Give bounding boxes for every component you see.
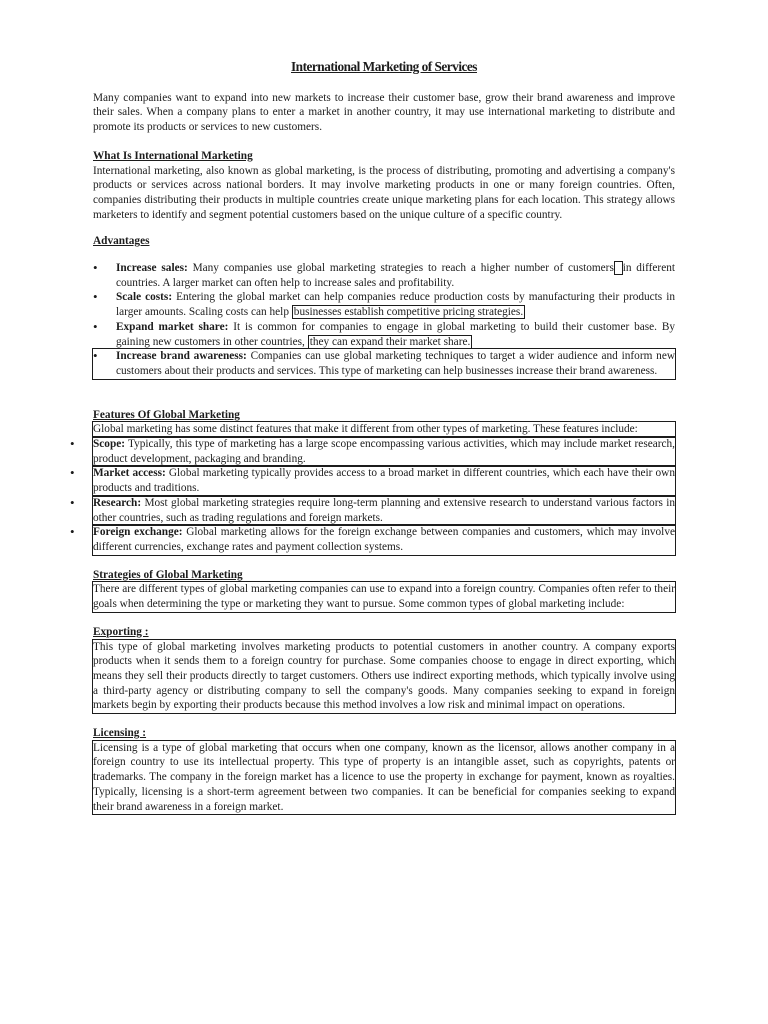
advantages-list: [93, 261, 675, 379]
list-item: [93, 290, 675, 319]
list-item: [93, 261, 675, 290]
list-item: [93, 437, 675, 466]
licensing-paragraph: Licensing is a type of global marketing that occurs when one company, known as the licensor, allows another company in a foreign country to use its intellectual property. This type of property is an intangible asset, such as copyrights, patents or trademarks. The company in the foreign market has a licence to use the property in exchange for payment, known as royalties. Typically, licensing is a short-term agreement between two companies. It can be beneficial for companies seeking to expand their brand awareness in a foreign market.: [93, 741, 675, 813]
boxed-gap: [614, 261, 623, 275]
boxed-phrase: businesses establish competitive pricing strategies.: [293, 306, 524, 319]
item-text: It is common for companies to engage in global marketing to build their customer base. By gaining new customers in other countries,: [116, 320, 675, 348]
intro-paragraph: Many companies want to expand into new markets to increase their customer base, grow their brand awareness and improve their sales. When a company plans to enter a market in another country, it may use international marketing to distribute and promote its products or services to new customers.: [93, 91, 675, 134]
list-item: [93, 466, 675, 495]
strategies-heading: Strategies of Global Marketing: [93, 568, 243, 581]
strategies-paragraph: There are different types of global marketing companies can use to expand into a foreign country. Companies often refer to their goals when determining the type or marketing they want to pursue. Some common types of global marketing include:: [93, 583, 675, 611]
item-label: Increase brand awareness:: [116, 350, 247, 363]
item-text-tail: in different countries. A larger market can often help to increase sales and profitability.: [116, 262, 675, 289]
exporting-paragraph: This type of global marketing involves marketing products to potential customers in another country. A company exports products when it sends them to a foreign country for purchase. Some companies choose to engage in direct exporting, which means they sell their products directly to target customers. Others use indirect exporting methods, which typically involve using a third-party agency or distributing company to sell the company's goods. Many companies seeking to expand in foreign markets begin by exporting their products because this method involves a low risk and minimal impact on operations.: [93, 640, 675, 712]
item-label: Market access:: [93, 467, 166, 480]
document-title: International Marketing of Services: [291, 59, 477, 74]
item-text: Entering the global market can help companies reduce production costs by manufacturing their products in larger amounts. Scaling costs can help: [116, 291, 675, 319]
item-text: Typically, this type of marketing has a large scope encompassing various activities, which may include market research, product development, packaging and branding.: [93, 438, 675, 465]
item-label: Increase sales:: [116, 262, 188, 275]
item-text: Companies can use global marketing techniques to target a wider audience and inform new customers about their products and services. This type of marketing can help businesses increase their brand awareness.: [116, 350, 675, 377]
features-list: [93, 437, 675, 555]
what-is-paragraph: International marketing, also known as global marketing, is the process of distributing, promoting and advertising a company's products or services across national borders. It may involve marketing products in one or many foreign countries. Often, companies distributing their products in multiple countries create unique marketing plans for each location. This strategy allows marketers to identify and segment potential customers based on the unique culture of a specific country.: [93, 164, 675, 221]
features-heading: Features Of Global Marketing: [93, 408, 240, 421]
boxed-phrase: they can expand their market share.: [309, 335, 471, 348]
item-label: Scale costs:: [116, 291, 173, 304]
advantages-heading: Advantages: [93, 235, 150, 248]
list-item: [93, 525, 675, 554]
item-text: Global marketing typically provides access to a broad market in different countries, which each have their own products and traditions.: [93, 467, 675, 495]
item-text: Global marketing allows for the foreign exchange between companies and customers, which may involve different currencies, exchange rates and payment collection systems.: [93, 526, 675, 553]
list-item: [93, 496, 675, 525]
what-is-heading: What Is International Marketing: [93, 149, 253, 162]
features-intro: Global marketing has some distinct features that make it different from other types of marketing. These features include:: [93, 422, 675, 437]
document-page: [93, 60, 675, 814]
exporting-heading: Exporting :: [93, 625, 149, 638]
list-item: [93, 320, 675, 349]
item-label: Research:: [93, 496, 142, 509]
item-label: Scope:: [93, 438, 126, 451]
item-text: Most global marketing strategies require long-term planning and extensive research to understand various factors in other countries, such as trading regulations and foreign markets.: [93, 496, 675, 524]
item-label: Foreign exchange:: [93, 526, 183, 539]
item-label: Expand market share:: [116, 320, 229, 333]
item-text: Many companies use global marketing strategies to reach a higher number of customers: [187, 262, 614, 275]
list-item: [93, 349, 675, 378]
licensing-heading: Licensing :: [93, 727, 147, 740]
